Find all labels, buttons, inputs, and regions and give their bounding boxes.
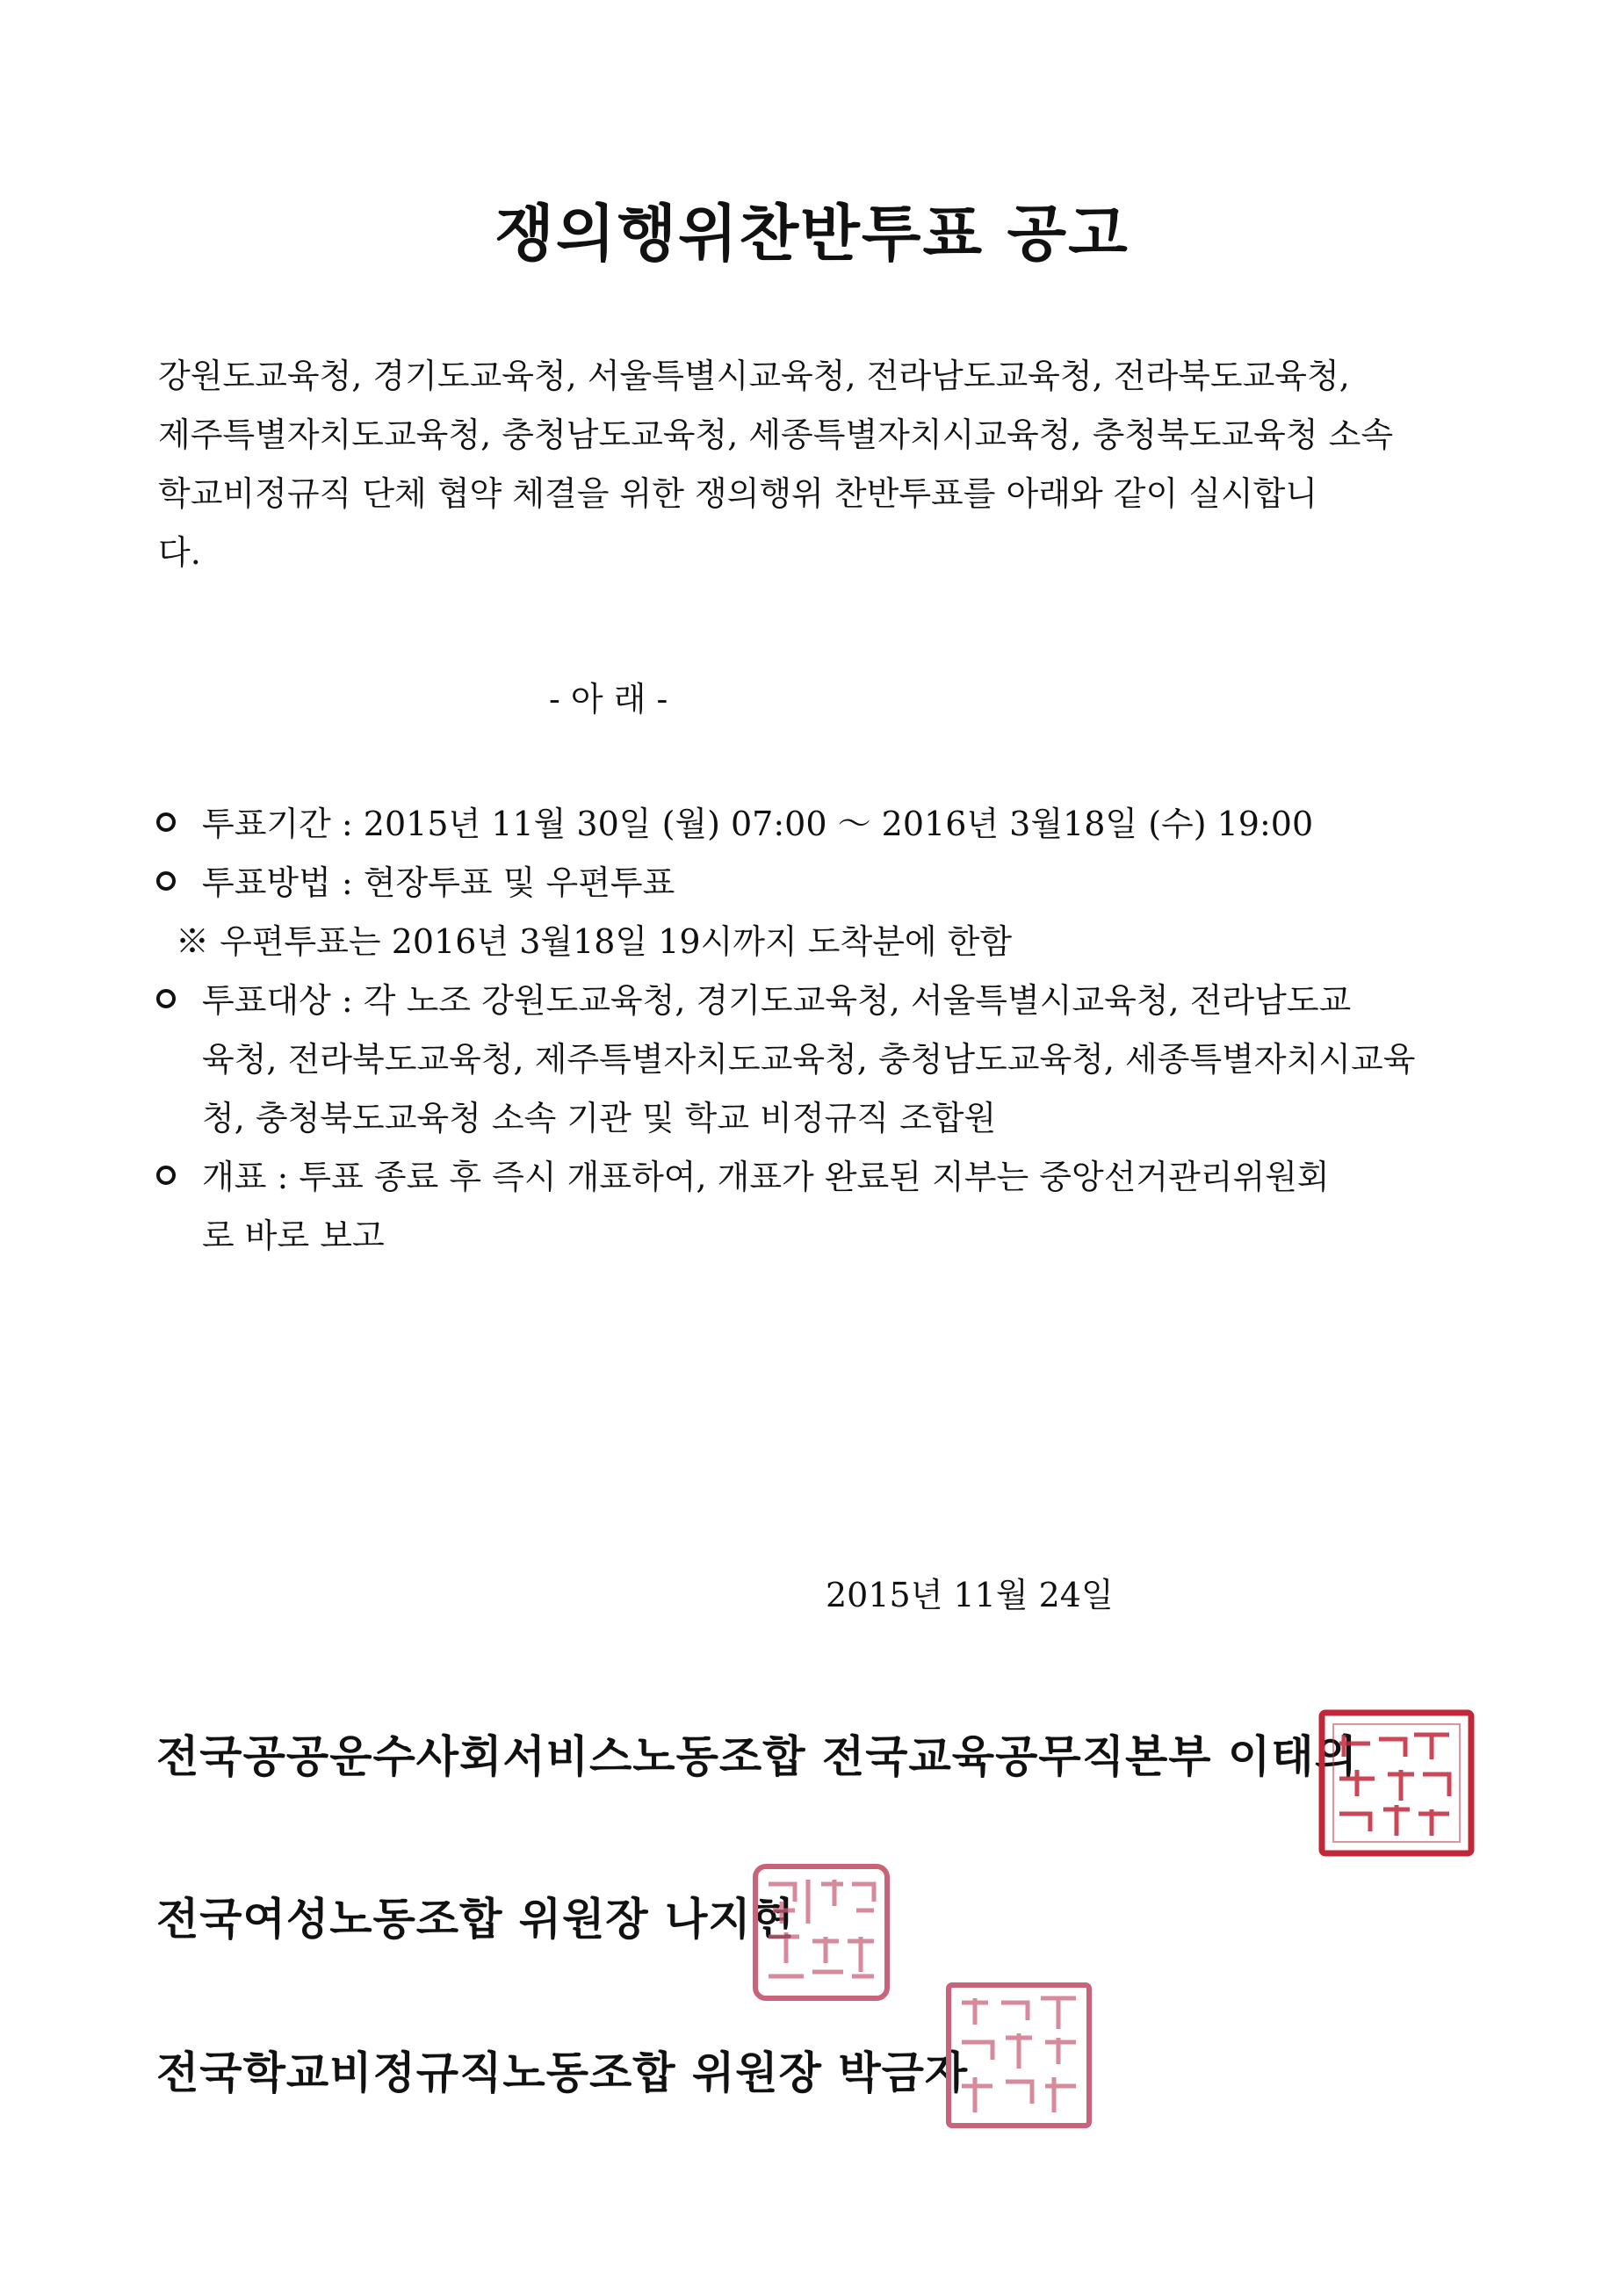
list-item — [156, 971, 1476, 1148]
list-item — [156, 854, 1476, 913]
intro-line: 강원도교육청, 경기도교육청, 서울특별시교육청, 전라남도교육청, 전라북도교육청, — [158, 357, 1350, 395]
below-heading: - 아 래 - — [549, 680, 668, 718]
list-item-line: 투표방법 : 현장투표 및 우편투표 — [202, 863, 675, 902]
union-seal-icon — [1317, 1708, 1476, 1858]
list-item-text — [176, 913, 1012, 971]
list-item — [156, 795, 1476, 854]
list-item-text — [202, 1148, 1330, 1266]
document-title: 쟁의행위찬반투표 공고 — [494, 198, 1130, 270]
signature-line: 전국학교비정규직노동조합 위원장 박금자 — [156, 2047, 969, 2098]
list-item-text — [202, 854, 675, 913]
item-list — [156, 795, 1476, 1266]
intro-paragraph — [158, 347, 1476, 582]
circle-bullet-icon — [156, 989, 176, 1008]
list-item-line: 개표 : 투표 종료 후 즉시 개표하여, 개표가 완료된 지부는 중앙선거관리위원회 — [202, 1158, 1330, 1196]
union-seal-icon — [751, 1862, 891, 2003]
note-item — [156, 913, 1476, 971]
circle-bullet-icon — [156, 1166, 176, 1185]
intro-line: 제주특별자치도교육청, 충청남도교육청, 세종특별자치시교육청, 충청북도교육청 소속 — [158, 415, 1394, 454]
list-item-text — [202, 795, 1313, 854]
signature-line: 전국공공운수사회서비스노동조합 전국교육공무직본부 이태의 — [156, 1731, 1358, 1782]
list-item — [156, 1148, 1476, 1266]
list-item-line: 투표기간 : 2015년 11월 30일 (월) 07:00 ～ 2016년 3월18일 (수) 19:00 — [202, 805, 1314, 843]
intro-line: 학교비정규직 단체 협약 체결을 위한 쟁의행위 찬반투표를 아래와 같이 실시합니 — [158, 474, 1318, 513]
list-item-line: 육청, 전라북도교육청, 제주특별자치도교육청, 충청남도교육청, 세종특별자치시교육 — [202, 1040, 1416, 1079]
list-item-line: ※ 우편투표는 2016년 3월18일 19시까지 도착분에 한함 — [176, 922, 1013, 961]
circle-bullet-icon — [156, 871, 176, 891]
intro-line: 다. — [158, 533, 201, 572]
union-seal-icon — [944, 1981, 1093, 2130]
notice-date: 2015년 11월 24일 — [826, 1576, 1114, 1614]
list-item-line: 청, 충청북도교육청 소속 기관 및 학교 비정규직 조합원 — [202, 1099, 997, 1137]
circle-bullet-icon — [156, 812, 176, 832]
signature-line: 전국여성노동조합 위원장 나지현 — [156, 1894, 796, 1945]
list-item-line: 투표대상 : 각 노조 강원도교육청, 경기도교육청, 서울특별시교육청, 전라남도교 — [202, 981, 1352, 1020]
list-item-line: 로 바로 보고 — [202, 1217, 385, 1255]
list-item-text — [202, 971, 1415, 1148]
